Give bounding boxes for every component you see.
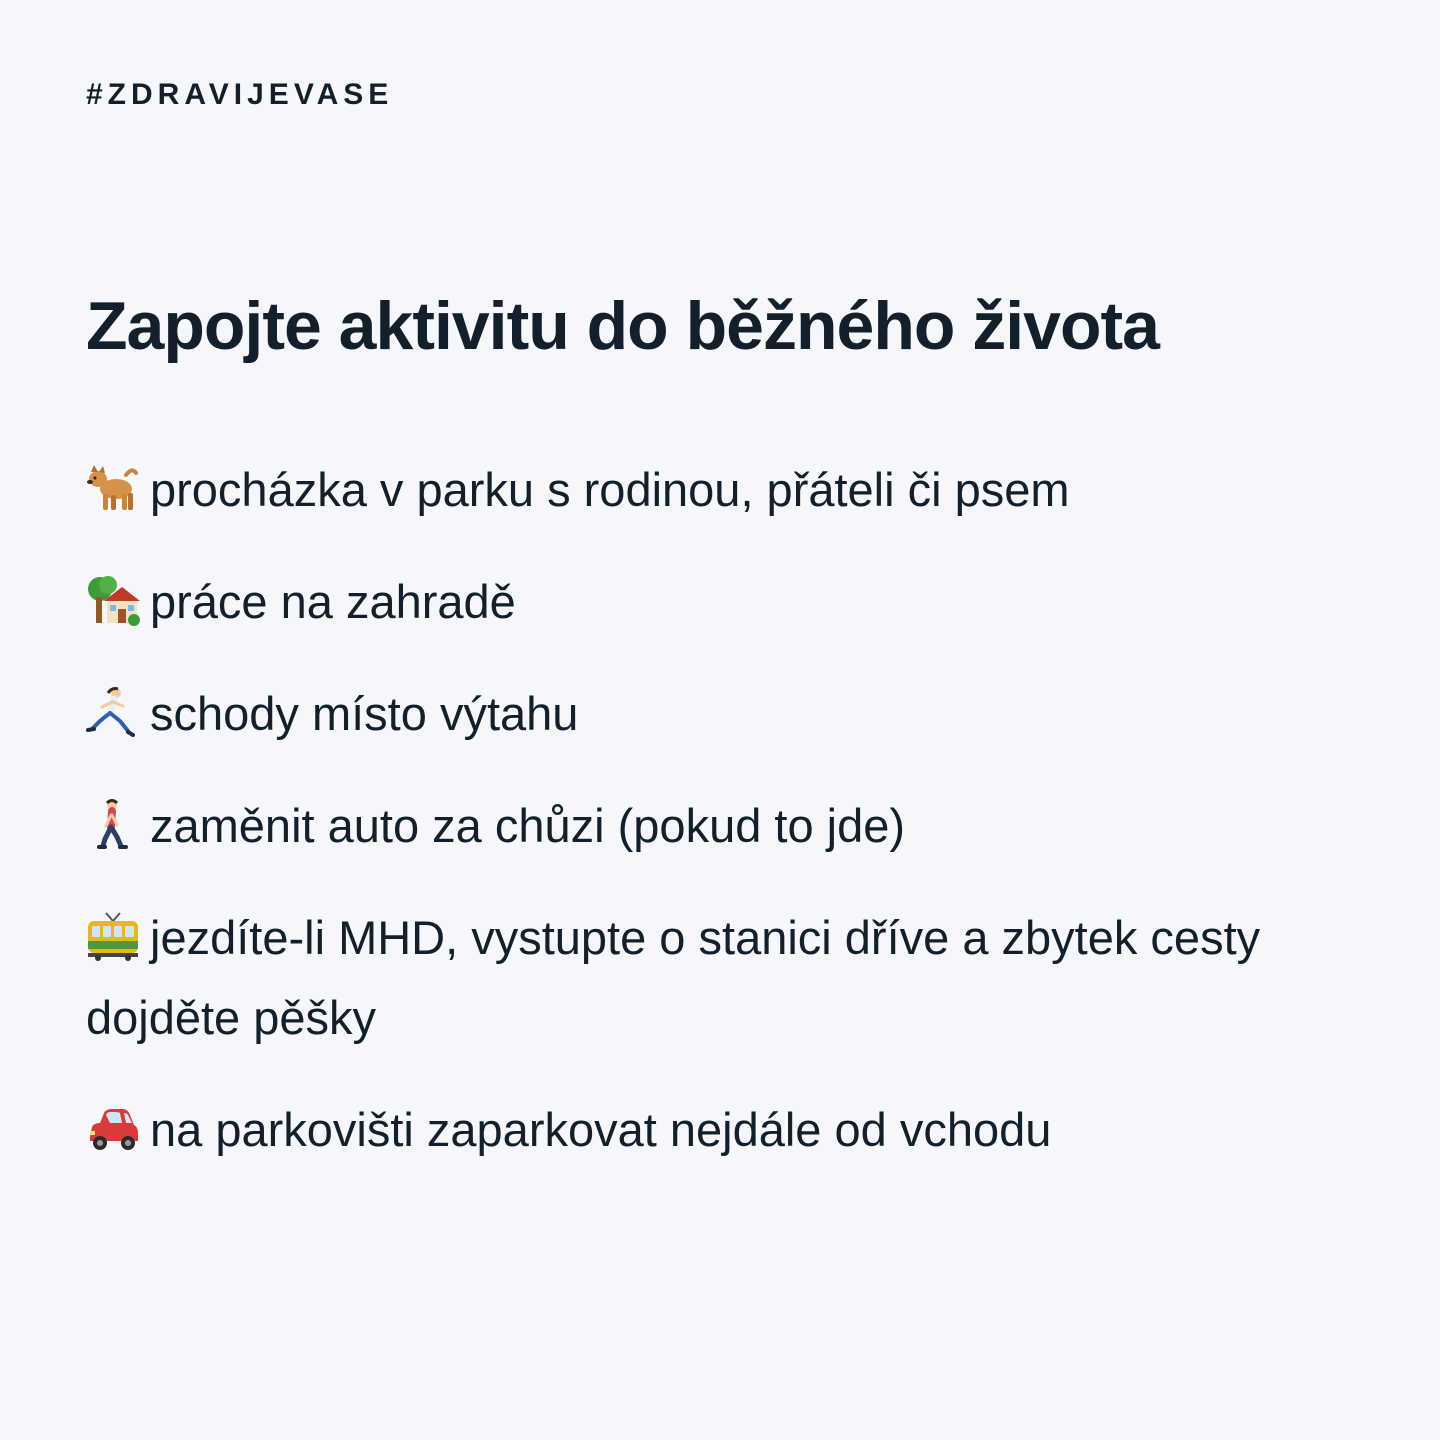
running-person-icon: [86, 687, 140, 739]
list-item: [86, 674, 1336, 754]
list-item: [86, 786, 1336, 866]
list-item-text: zaměnit auto za chůzi (pokud to jde): [150, 799, 906, 852]
hashtag-label: #ZDRAVIJEVASE: [86, 78, 394, 111]
list-item-text: na parkovišti zaparkovat nejdále od vchodu: [150, 1103, 1052, 1156]
list-item-text: procházka v parku s rodinou, přáteli či psem: [150, 463, 1070, 516]
walking-person-icon: [86, 799, 140, 851]
house-garden-icon: [86, 575, 140, 627]
list-item-text: schody místo výtahu: [150, 687, 579, 740]
car-icon: [86, 1103, 140, 1155]
list-item: [86, 450, 1336, 530]
list-item: [86, 898, 1336, 1058]
list-item: [86, 1090, 1336, 1170]
list-item: [86, 562, 1336, 642]
list-item-text: práce na zahradě: [150, 575, 516, 628]
list-item-text: jezdíte-li MHD, vystupte o stanici dříve a zbytek cesty dojděte pěšky: [86, 911, 1261, 1044]
tram-icon: [86, 911, 140, 963]
page-title: Zapojte aktivitu do běžného života: [86, 288, 1159, 364]
dog-icon: [86, 463, 140, 515]
activity-list: [86, 450, 1336, 1202]
